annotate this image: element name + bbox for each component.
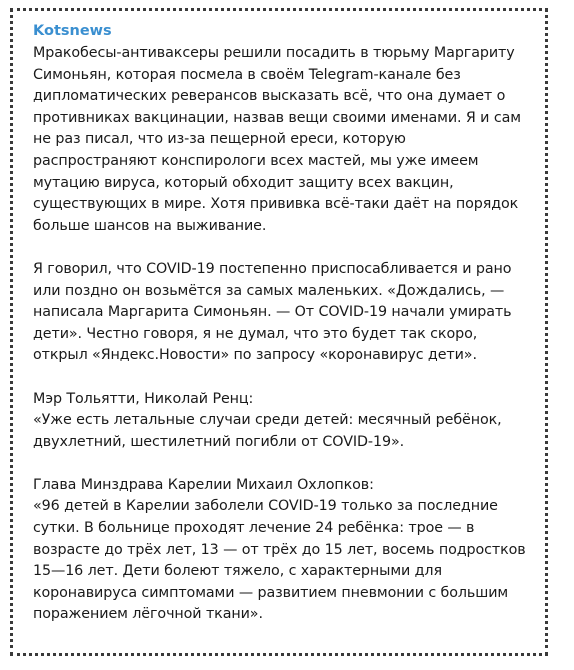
post-frame (10, 8, 548, 656)
post-body (33, 43, 533, 626)
post-paragraph-1: Мракобесы-антиваксеры решили посадить в тюрьму Маргариту Симоньян, которая посмела в своём Telegram-канале без дипломатических реверансов высказать всё, что она думает о противниках вакцинации, назвав вещи своими именами. Я и сам не раз писал, что из-за пещерной ереси, которую распространяют конспирологи всех мастей, мы уже имеем мутацию вируса, который обходит защиту всех вакцин, существующих в мире. Хотя прививка всё-таки даёт на порядок больше шансов на выживание. (33, 45, 521, 234)
post-paragraph-4: Глава Минздрава Карелии Михаил Охлопков: «96 детей в Карелии заболели COVID-19 только за последние сутки. В больнице проходят лечение 24 ребёнка: трое — в возрасте до трёх лет, 13 — от трёх до 15 лет, восемь подростков 15—16 лет. Дети болеют тяжело, с характерными для коронавируса симптомами — развитием пневмонии с большим поражением лёгочной ткани». (33, 476, 526, 623)
channel-name[interactable]: Kotsnews (33, 23, 112, 39)
post-paragraph-2: Я говорил, что COVID-19 постепенно приспосабливается и рано или поздно он возьмётся за самых маленьких. «Дождались, — написала Маргарита Симоньян. — От COVID-19 начали умирать дети». Честно говоря, я не думал, что это будет так скоро, открыл «Яндекс.Новости» по запросу «коронавирус дети». (33, 260, 512, 364)
post-paragraph-3: Мэр Тольятти, Николай Ренц: «Уже есть летальные случаи среди детей: месячный ребёнок, двухлетний, шестилетний погибли от COVID-19». (33, 390, 502, 450)
